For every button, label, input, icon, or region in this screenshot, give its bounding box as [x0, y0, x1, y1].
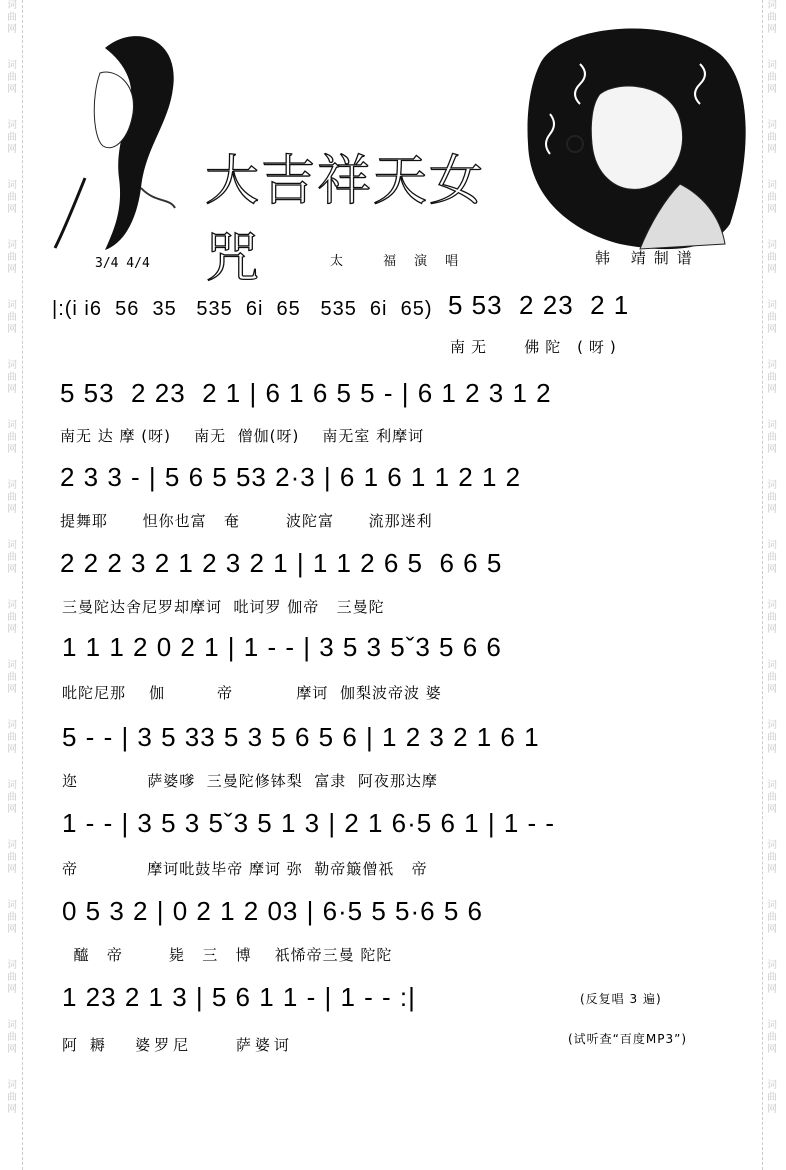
watermark-char: 网	[7, 444, 17, 455]
watermark-char: 曲	[767, 252, 777, 263]
lyric-line-1: 南无 佛陀 (呀)	[450, 338, 622, 356]
watermark-char: 网	[767, 144, 777, 155]
watermark-char: 曲	[7, 12, 17, 23]
watermark-char: 曲	[7, 672, 17, 683]
watermark-char: 网	[767, 744, 777, 755]
watermark-char: 网	[7, 684, 17, 695]
watermark-char: 网	[767, 24, 777, 35]
watermark-char: 曲	[7, 1092, 17, 1103]
watermark-char: 曲	[767, 492, 777, 503]
watermark-char: 网	[767, 1104, 777, 1115]
score-line-2: 5 53 2 23 2 1 | 6 1 6 5 5 - | 6 1 2 3 1 2	[60, 378, 552, 408]
watermark-char: 曲	[7, 552, 17, 563]
watermark-char: 词	[7, 0, 17, 11]
watermark-char: 网	[7, 24, 17, 35]
watermark-char: 曲	[767, 72, 777, 83]
watermark-char: 词	[767, 240, 777, 251]
watermark-char: 网	[7, 1104, 17, 1115]
watermark-char: 网	[7, 324, 17, 335]
watermark-block	[2, 300, 22, 360]
watermark-char: 词	[7, 300, 17, 311]
singer-photo-left	[45, 28, 185, 253]
watermark-char: 网	[7, 384, 17, 395]
transcriber: 韩 靖制谱	[595, 249, 700, 267]
watermark-block	[762, 720, 782, 780]
watermark-block	[2, 960, 22, 1020]
score-line-8: 0 5 3 2 | 0 2 1 2 03 | 6·5 5 5·6 5 6	[62, 896, 483, 926]
repeat-note: (反复唱 3 遍)	[580, 992, 662, 1006]
watermark-char: 词	[767, 0, 777, 11]
lyric-line-3: 提舞耶 怛你也富 奄 波陀富 流那迷利	[60, 512, 433, 530]
watermark-char: 词	[7, 840, 17, 851]
watermark-block	[762, 480, 782, 540]
watermark-char: 曲	[767, 12, 777, 23]
watermark-char: 词	[767, 420, 777, 431]
watermark-char: 词	[767, 60, 777, 71]
watermark-block	[762, 900, 782, 960]
watermark-block	[762, 300, 782, 360]
watermark-char: 曲	[767, 852, 777, 863]
watermark-char: 词	[767, 600, 777, 611]
watermark-char: 词	[767, 1020, 777, 1031]
watermark-block	[762, 240, 782, 300]
watermark-char: 曲	[7, 912, 17, 923]
score-line-9: 1 23 2 1 3 | 5 6 1 1 - | 1 - - :|	[62, 982, 416, 1012]
watermark-char: 网	[767, 264, 777, 275]
watermark-char: 词	[767, 480, 777, 491]
watermark-block	[2, 540, 22, 600]
watermark-block	[762, 600, 782, 660]
watermark-char: 曲	[767, 792, 777, 803]
watermark-char: 词	[7, 480, 17, 491]
watermark-char: 词	[7, 1080, 17, 1091]
watermark-char: 词	[7, 780, 17, 791]
watermark-char: 网	[7, 84, 17, 95]
watermark-char: 词	[7, 360, 17, 371]
watermark-char: 曲	[767, 372, 777, 383]
watermark-char: 网	[7, 204, 17, 215]
watermark-char: 曲	[7, 972, 17, 983]
watermark-block	[762, 0, 782, 60]
watermark-block	[2, 1080, 22, 1140]
watermark-char: 曲	[7, 252, 17, 263]
watermark-char: 词	[7, 60, 17, 71]
watermark-char: 词	[7, 120, 17, 131]
watermark-char: 曲	[767, 612, 777, 623]
lyric-line-6: 迩 萨婆嗲 三曼陀修钵梨 富隶 阿夜那达摩	[62, 772, 438, 790]
score-line-1: 5 53 2 23 2 1	[448, 290, 630, 320]
watermark-char: 网	[767, 804, 777, 815]
watermark-char: 曲	[7, 792, 17, 803]
score-line-4: 2 2 2 3 2 1 2 3 2 1 | 1 1 2 6 5 6 6 5	[60, 548, 503, 578]
watermark-char: 曲	[7, 192, 17, 203]
watermark-right	[762, 0, 782, 1170]
watermark-char: 词	[767, 540, 777, 551]
watermark-char: 网	[767, 684, 777, 695]
watermark-char: 网	[767, 444, 777, 455]
watermark-char: 网	[767, 384, 777, 395]
watermark-block	[2, 360, 22, 420]
watermark-block	[2, 600, 22, 660]
watermark-left	[2, 0, 22, 1170]
intro-notes: |:(i i6 56 35 535 6i 65 535 6i 65)	[52, 298, 433, 320]
watermark-char: 网	[7, 744, 17, 755]
watermark-block	[762, 960, 782, 1020]
watermark-block	[762, 360, 782, 420]
watermark-char: 曲	[767, 972, 777, 983]
watermark-char: 网	[767, 504, 777, 515]
watermark-char: 词	[767, 360, 777, 371]
watermark-block	[2, 480, 22, 540]
watermark-char: 词	[767, 300, 777, 311]
watermark-char: 网	[767, 924, 777, 935]
watermark-char: 词	[767, 1080, 777, 1091]
watermark-block	[2, 840, 22, 900]
lyric-line-4: 三曼陀达舍尼罗却摩诃 吡诃罗 伽帝 三曼陀	[62, 598, 385, 616]
watermark-block	[2, 660, 22, 720]
watermark-block	[762, 780, 782, 840]
watermark-char: 词	[7, 240, 17, 251]
watermark-block	[762, 120, 782, 180]
watermark-char: 词	[7, 600, 17, 611]
performer: 太 福演唱	[330, 254, 477, 269]
watermark-char: 词	[7, 900, 17, 911]
watermark-char: 曲	[767, 132, 777, 143]
watermark-block	[762, 840, 782, 900]
watermark-char: 曲	[7, 312, 17, 323]
watermark-char: 曲	[767, 312, 777, 323]
singer-photo-right	[520, 24, 755, 252]
lyric-line-2: 南无 达 摩 (呀) 南无 僧伽(呀) 南无室 利摩诃	[60, 427, 425, 445]
watermark-block	[2, 780, 22, 840]
watermark-char: 词	[767, 960, 777, 971]
watermark-char: 词	[7, 1020, 17, 1031]
watermark-char: 曲	[767, 672, 777, 683]
watermark-char: 曲	[7, 1032, 17, 1043]
watermark-char: 网	[767, 624, 777, 635]
watermark-block	[2, 1020, 22, 1080]
watermark-char: 曲	[7, 732, 17, 743]
watermark-char: 网	[767, 984, 777, 995]
watermark-char: 词	[7, 720, 17, 731]
watermark-char: 曲	[7, 492, 17, 503]
watermark-char: 网	[7, 804, 17, 815]
watermark-block	[2, 120, 22, 180]
song-title: 大吉祥天女咒	[205, 149, 485, 289]
score-line-3: 2 3 3 - | 5 6 5 53 2·3 | 6 1 6 1 1 2 1 2	[60, 462, 522, 492]
watermark-block	[762, 420, 782, 480]
watermark-block	[762, 1080, 782, 1140]
score-line-6: 5 - - | 3 5 33 5 3 5 6 5 6 | 1 2 3 2 1 6 1	[62, 722, 540, 752]
watermark-char: 曲	[7, 372, 17, 383]
watermark-char: 词	[7, 960, 17, 971]
watermark-char: 网	[767, 564, 777, 575]
lyric-line-9: 阿 耨 婆罗尼 萨婆诃	[62, 1036, 293, 1054]
lyric-line-8: 醯 帝 毙 三 博 祇悕帝三曼 陀陀	[62, 946, 393, 964]
watermark-char: 词	[767, 180, 777, 191]
listen-note: (试听查“百度MP3”)	[568, 1032, 688, 1046]
watermark-block	[762, 60, 782, 120]
lyric-line-5: 吡陀尼那 伽 帝 摩诃 伽梨波帝波 婆	[62, 684, 442, 702]
watermark-char: 网	[7, 504, 17, 515]
watermark-block	[2, 240, 22, 300]
watermark-char: 词	[767, 660, 777, 671]
watermark-char: 词	[767, 120, 777, 131]
watermark-char: 网	[7, 864, 17, 875]
watermark-block	[2, 900, 22, 960]
watermark-char: 曲	[767, 552, 777, 563]
watermark-block	[762, 540, 782, 600]
lyric-line-7: 帝 摩诃吡鼓毕帝 摩诃 弥 勒帝簸僧祇 帝	[62, 860, 428, 878]
watermark-char: 词	[7, 540, 17, 551]
watermark-char: 曲	[7, 852, 17, 863]
watermark-char: 曲	[767, 1032, 777, 1043]
watermark-char: 曲	[7, 432, 17, 443]
watermark-char: 网	[7, 624, 17, 635]
watermark-char: 网	[7, 1044, 17, 1055]
watermark-char: 词	[767, 840, 777, 851]
watermark-char: 词	[767, 720, 777, 731]
watermark-char: 网	[7, 264, 17, 275]
watermark-char: 网	[7, 564, 17, 575]
watermark-char: 曲	[767, 1092, 777, 1103]
watermark-block	[2, 180, 22, 240]
watermark-char: 网	[767, 84, 777, 95]
watermark-char: 曲	[7, 72, 17, 83]
time-signature: 3/4 4/4	[95, 256, 150, 271]
watermark-block	[2, 420, 22, 480]
watermark-char: 词	[7, 420, 17, 431]
watermark-char: 曲	[767, 912, 777, 923]
watermark-char: 词	[7, 180, 17, 191]
watermark-char: 网	[7, 144, 17, 155]
watermark-char: 曲	[7, 132, 17, 143]
watermark-char: 词	[7, 660, 17, 671]
watermark-char: 曲	[7, 612, 17, 623]
left-rail	[22, 0, 24, 1170]
watermark-char: 曲	[767, 732, 777, 743]
watermark-block	[2, 0, 22, 60]
watermark-block	[2, 60, 22, 120]
watermark-char: 网	[767, 324, 777, 335]
watermark-char: 词	[767, 780, 777, 791]
watermark-block	[2, 720, 22, 780]
score-line-5: 1 1 1 2 0 2 1 | 1 - - | 3 5 3 5ˇ3 5 6 6	[62, 632, 502, 662]
watermark-char: 网	[7, 924, 17, 935]
watermark-char: 网	[767, 1044, 777, 1055]
watermark-block	[762, 660, 782, 720]
watermark-block	[762, 180, 782, 240]
watermark-char: 网	[767, 864, 777, 875]
watermark-block	[762, 1020, 782, 1080]
score-line-7: 1 - - | 3 5 3 5ˇ3 5 1 3 | 2 1 6·5 6 1 | 1 - -	[62, 808, 556, 838]
watermark-char: 网	[7, 984, 17, 995]
watermark-char: 网	[767, 204, 777, 215]
watermark-char: 词	[767, 900, 777, 911]
watermark-char: 曲	[767, 432, 777, 443]
watermark-char: 曲	[767, 192, 777, 203]
